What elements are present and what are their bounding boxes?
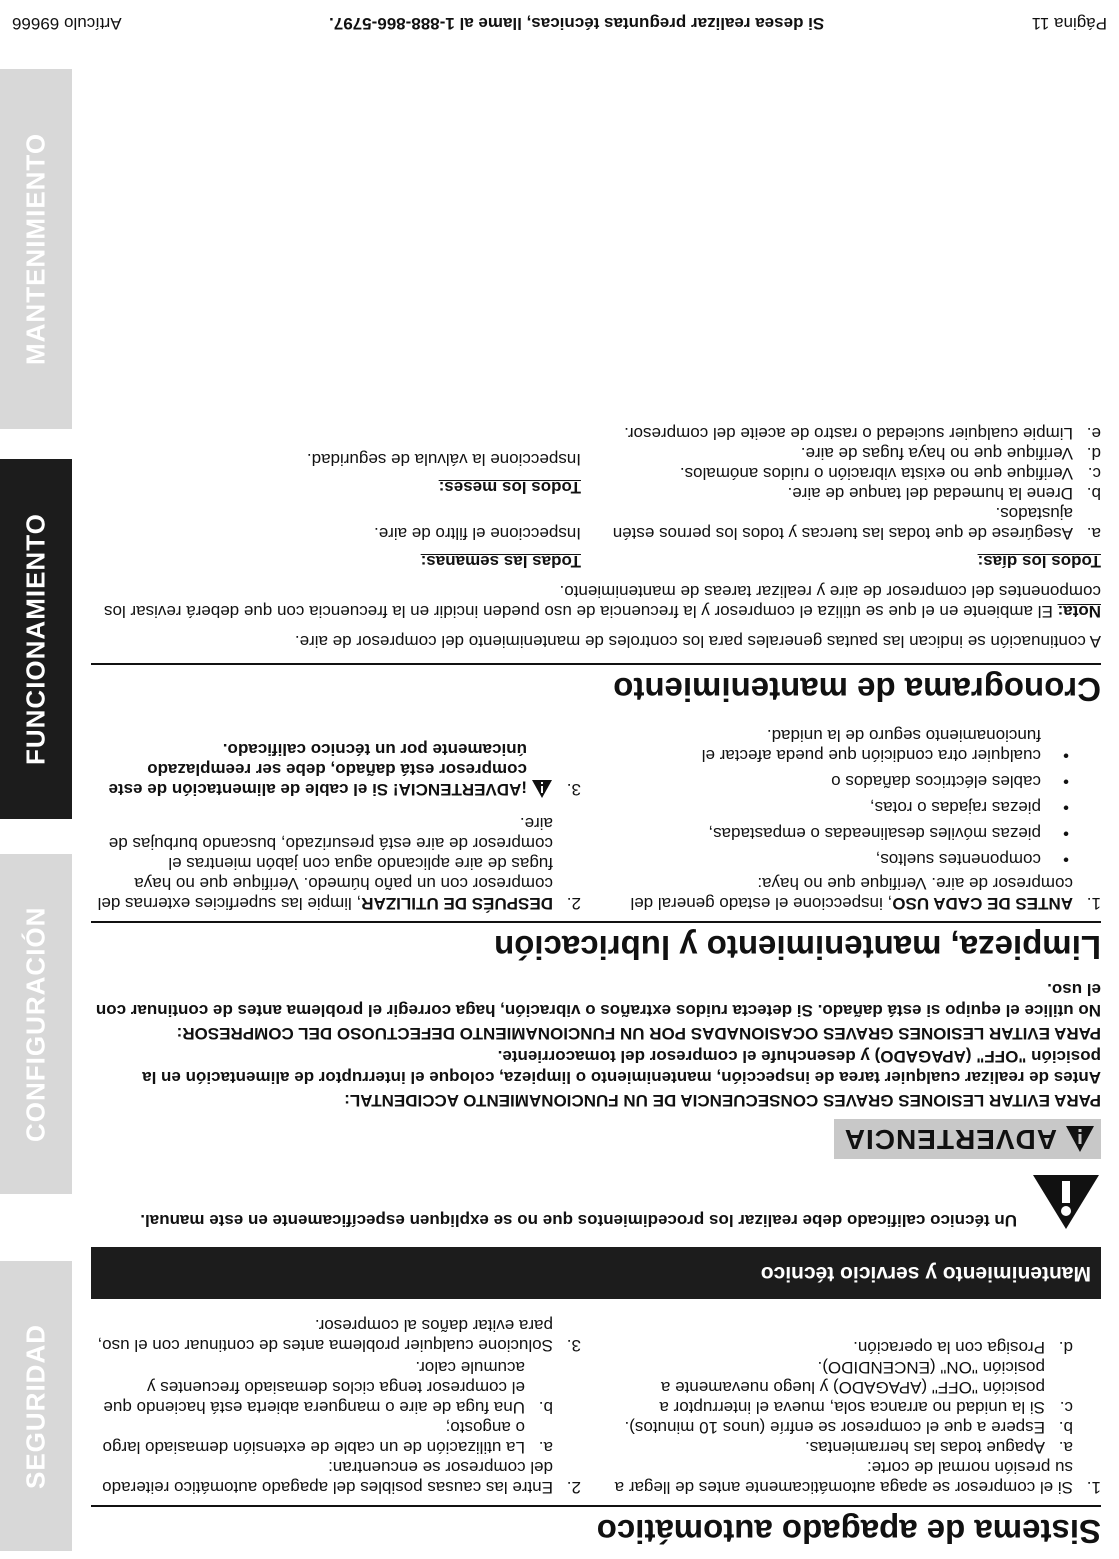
schedule-intro: A continuación se indican las pautas generales para los controles de mantenimiento del compresor de aire. [294,632,1101,651]
list-item: 3. Solucione cualquier problema antes de continuar con el uso, para evitar daños al compresor. [97,1316,581,1355]
warning-triangle-icon [531,779,553,799]
info-warning-icon [1031,1173,1101,1231]
auto-shutoff-title: Sistema de apagado automático [596,1513,1101,1550]
list-item: 1. ANTES DE CADA USO, inspeccione el estado general del compresor de aire. Verifique que no haya: • componentes sueltos, • piezas móviles desalineadas o empastadas, • piezas rajadas o rotas, • cables eléctricos dañados o • cualquier otra condición que pueda afectar el funcionamiento seguro de la unidad. [611,719,1101,913]
sub-item: a. Apague todas las herramientas. [804,1438,1073,1457]
cleaning-col-right [91,717,581,913]
bullet-item: • componentes sueltos, [875,850,1069,869]
weekly-monthly-column: Todas las semanas: Inspeccione el filtro de aire. Todos los meses: Inspeccione la válvula de seguridad. [91,423,581,571]
inspection-bullets [611,725,1073,869]
tab-funcionamiento[interactable]: FUNCIONAMIENTO [0,459,72,819]
article-number: Artículo 69666 [12,14,122,33]
cleaning-body [91,717,1101,913]
sub-item: a. La utilización de un cable de extensión demasiado largo o angosto; [102,1418,553,1457]
schedule-title: Cronograma de mantenimiento [613,671,1101,708]
list-item: 3. ¡ADVERTENCIA! Si el cable de alimentación de este compresor está dañado, debe ser reemplazado únicamente por un técnico calificado. [108,740,581,799]
cleaning-title: Limpieza, mantenimiento y lubricación [494,929,1101,966]
divider [91,921,1101,923]
sub-item: b. Una fuga de aire o manguera abierta está haciendo que el compresor tenga ciclos demasiado frecuentes y acumule calor. [103,1358,553,1417]
auto-shutoff-col-right [91,1313,581,1497]
tab-configuracion[interactable]: CONFIGURACIÓN [0,854,72,1194]
warning-triangle-icon [1065,1125,1095,1153]
sub-item: c. Verifique que no exista vibración o ruidos anómalos. [679,464,1101,483]
sub-item: b. Drene la humedad del tanque de aire. [787,484,1101,503]
auto-shutoff-body [91,1313,1101,1497]
sub-item: c. Si la unidad no arranca sola, mueva el interruptor a posición "OFF" (APAGADO) y luego nuevamente a posición "ON" (ENCENDIDO). [659,1358,1073,1417]
sub-item: d. Verifique que no haya fugas de aire. [800,444,1101,463]
monthly-heading: Todos los meses: [438,478,581,497]
divider [91,1505,1101,1507]
weekly-heading: Todas las semanas: [420,552,581,571]
bullet-item: • cables eléctricos dañados o [831,772,1069,791]
warning-label: ADVERTENCIA [834,1119,1101,1159]
sub-item: b. Espere a que el compresor se enfríe (unos 10 minutos). [624,1418,1073,1437]
daily-heading: Todos los días: [977,552,1101,571]
support-phone: Si desea realizar preguntas técnicas, llame al 1-888-866-5797. [329,14,825,33]
technician-notice: Un técnico calificado debe realizar los procedimientos que no se expliquen específicamente en este manual. [91,1173,1101,1231]
sub-item: e. Limpie cualquier suciedad o rastro de aceite del compresor. [624,424,1101,443]
auto-shutoff-col-left [611,1313,1101,1497]
divider [91,663,1101,665]
sub-item: d. Prosiga con la operación. [853,1338,1073,1357]
schedule-columns [91,423,1101,571]
bullet-item: • piezas rajadas o rotas, [869,798,1069,817]
list-item: 1. Si el compresor se apaga automáticamente antes de llegar a su presión normal de corte: a. Apague todas las herramientas. b. Espere a que el compresor se enfríe (unos 10 minutos). c. Si la unidad no arranca sola, mueva el interruptor a posición "OFF" (APAGADO) y luego nuevamente a posición "ON" (ENCENDIDO). d. Prosiga con la operación. [611,1337,1101,1497]
bullet-item: • cualquier otra condición que pueda afectar el funcionamiento seguro de la unidad. [701,726,1069,765]
bullet-item: • piezas móviles desalineadas o empastadas, [708,824,1069,843]
warning-text: PARA EVITAR LESIONES GRAVES CONSECUENCIA DE UN FUNCIONAMIENTO ACCIDENTAL: Antes de realizar cualquier tarea de inspección, mantenimiento o limpieza, coloque el interruptor de alimentación en la posición "OFF" (APAGADO) y desenchufe el compresor del tomacorriente. PARA EVITAR LESIONES GRAVES OCASIONADAS POR UN FUNCIONAMIENTO DEFECTUOSO DEL COMPRESOR: No utilice el equipo si está dañado. Si detecta ruidos extraños o vibración, haga corregir el problema antes de continuar con el uso. [95,980,1101,1110]
list-item: 2. DESPUÉS DE UTILIZAR, limpie las superficies externas del compresor con un paño húmedo. Verifique que no haya fugas de aire aplicando agua con jabón mientras el compresor de aire está presurizado, buscando burbujas de aire. [97,814,581,913]
schedule-note: Nota: El ambiente en el que se utiliza el compresor y la frecuencia de uso pueden incidir en la frecuencia con que deberá revisar los componentes del compresor de aire y realizar tareas de mantenimiento. [104,582,1101,621]
cleaning-col-left [611,717,1101,913]
page-footer [0,10,1119,36]
tab-mantenimiento[interactable]: MANTENIMIENTO [0,69,72,429]
page-number: Página 11 [1031,14,1107,33]
list-item: 2. Entre las causas posibles del apagado automático reiterado del compresor se encuentran: a. La utilización de un cable de extensión demasiado largo o angosto; b. Una fuga de aire o manguera abierta está haciendo que el compresor tenga ciclos demasiado frecuentes y acumule calor. [91,1357,581,1497]
service-section-bar: Mantenimiento y servicio técnico [91,1247,1101,1299]
sub-item: a. Asegúrese de que todas las tuercas y todos los pernos estén ajustados. [612,504,1101,543]
daily-column [611,423,1101,571]
tab-seguridad[interactable]: SEGURIDAD [0,1261,72,1551]
